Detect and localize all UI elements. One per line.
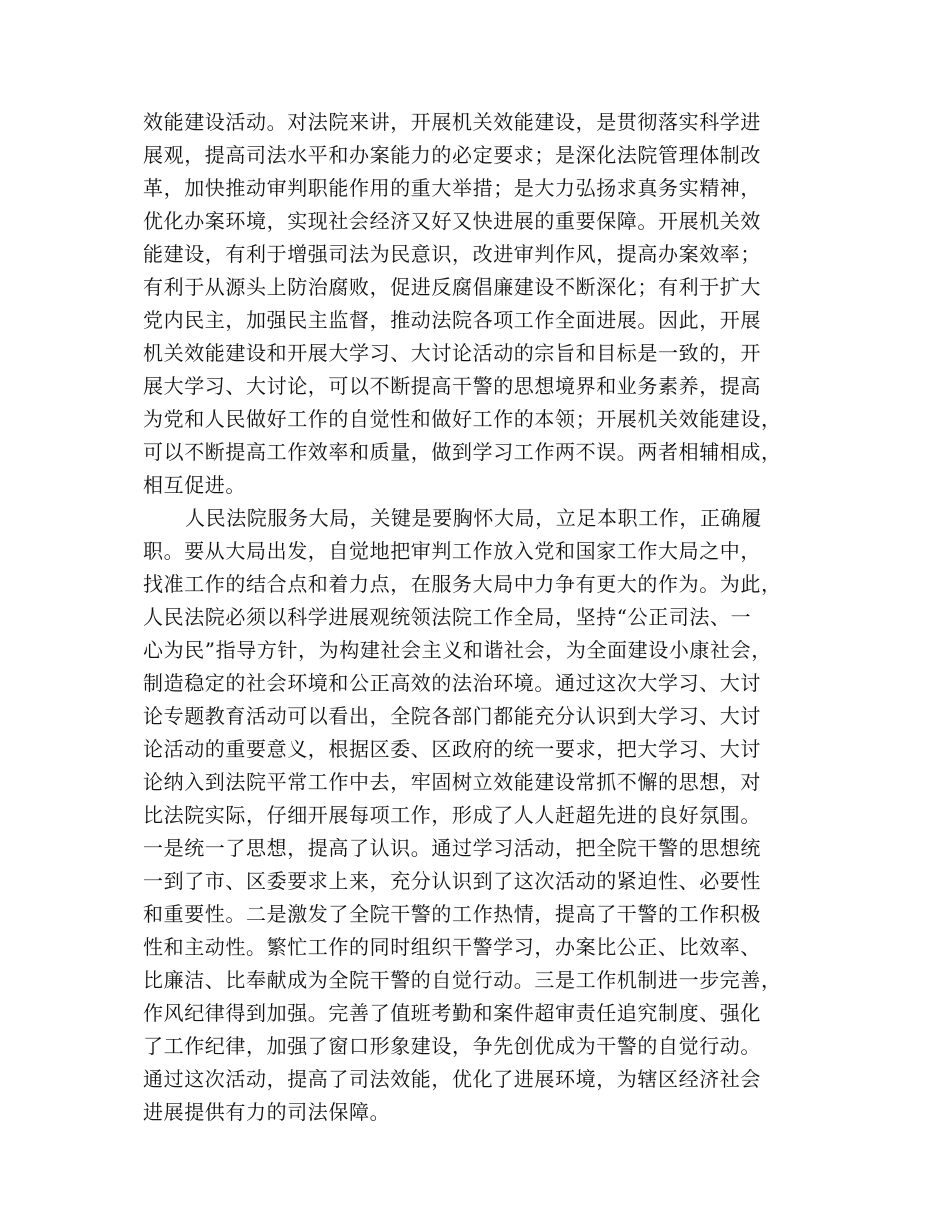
paragraph-2-line-2: 职。要从大局出发，自觉地把审判工作放入党和国家工作大局之中， bbox=[143, 539, 761, 563]
paragraph-1-line-9: 展大学习、大讨论，可以不断提高干警的思想境界和业务素养，提高 bbox=[143, 374, 761, 398]
paragraph-1-line-11: 可以不断提高工作效率和质量，做到学习工作两不误。两者相辅相成， bbox=[143, 440, 782, 464]
paragraph-2-line-8: 论活动的重要意义，根据区委、区政府的统一要求，把大学习、大讨 bbox=[143, 737, 761, 761]
paragraph-1-line-10: 为党和人民做好工作的自觉性和做好工作的本领；开展机关效能建设， bbox=[143, 407, 782, 431]
paragraph-2-line-17: 了工作纪律，加强了窗口形象建设，争先创优成为干警的自觉行动。 bbox=[143, 1034, 761, 1058]
paragraph-2-line-9: 论纳入到法院平常工作中去，牢固树立效能建设常抓不懈的思想，对 bbox=[143, 770, 761, 794]
paragraph-2-line-6: 制造稳定的社会环境和公正高效的法治环境。通过这次大学习、大讨 bbox=[143, 671, 761, 695]
paragraph-2-line-15: 比廉洁、比奉献成为全院干警的自觉行动。三是工作机制进一步完善， bbox=[143, 968, 782, 992]
paragraph-2-line-16: 作风纪律得到加强。完善了值班考勤和案件超审责任追究制度、强化 bbox=[143, 1001, 761, 1025]
paragraph-2-line-10: 比法院实际，仔细开展每项工作，形成了人人赶超先进的良好氛围。 bbox=[143, 803, 761, 827]
paragraph-2-line-3: 找准工作的结合点和着力点，在服务大局中力争有更大的作为。为此， bbox=[143, 572, 782, 596]
paragraph-2-line-12: 一到了市、区委要求上来，充分认识到了这次活动的紧迫性、必要性 bbox=[143, 869, 761, 893]
paragraph-1-line-4: 优化办案环境，实现社会经济又好又快进展的重要保障。开展机关效 bbox=[143, 209, 761, 233]
paragraph-1-line-7: 党内民主，加强民主监督，推动法院各项工作全面进展。因此，开展 bbox=[143, 308, 761, 332]
paragraph-1-line-5: 能建设，有利于增强司法为民意识，改进审判作风，提高办案效率； bbox=[143, 242, 761, 266]
paragraph-2-line-18: 通过这次活动，提高了司法效能，优化了进展环境，为辖区经济社会 bbox=[143, 1067, 761, 1091]
paragraph-2-line-4: 人民法院必须以科学进展观统领法院工作全局，坚持“公正司法、一 bbox=[143, 605, 752, 629]
paragraph-1-line-12: 相互促进。 bbox=[143, 473, 246, 497]
paragraph-1-line-1: 效能建设活动。对法院来讲，开展机关效能建设，是贯彻落实科学进 bbox=[143, 110, 761, 134]
paragraph-2-line-14: 性和主动性。繁忙工作的同时组织干警学习，办案比公正、比效率、 bbox=[143, 935, 761, 959]
paragraph-2-line-13: 和重要性。二是激发了全院干警的工作热情，提高了干警的工作积极 bbox=[143, 902, 761, 926]
paragraph-1-line-2: 展观，提高司法水平和办案能力的必定要求；是深化法院管理体制改 bbox=[143, 143, 761, 167]
paragraph-1-line-3: 革，加快推动审判职能作用的重大举措；是大力弘扬求真务实精神， bbox=[143, 176, 761, 200]
paragraph-2-line-1: 人民法院服务大局，关键是要胸怀大局，立足本职工作，正确履 bbox=[185, 506, 762, 530]
paragraph-2-line-19: 进展提供有力的司法保障。 bbox=[143, 1100, 391, 1124]
paragraph-2-line-5: 心为民”指导方针，为构建社会主义和谐社会，为全面建设小康社会， bbox=[143, 638, 772, 662]
paragraph-2-line-7: 论专题教育活动可以看出，全院各部门都能充分认识到大学习、大讨 bbox=[143, 704, 761, 728]
paragraph-1-line-8: 机关效能建设和开展大学习、大讨论活动的宗旨和目标是一致的，开 bbox=[143, 341, 761, 365]
paragraph-1-line-6: 有利于从源头上防治腐败，促进反腐倡廉建设不断深化；有利于扩大 bbox=[143, 275, 761, 299]
paragraph-2-line-11: 一是统一了思想，提高了认识。通过学习活动，把全院干警的思想统 bbox=[143, 836, 761, 860]
